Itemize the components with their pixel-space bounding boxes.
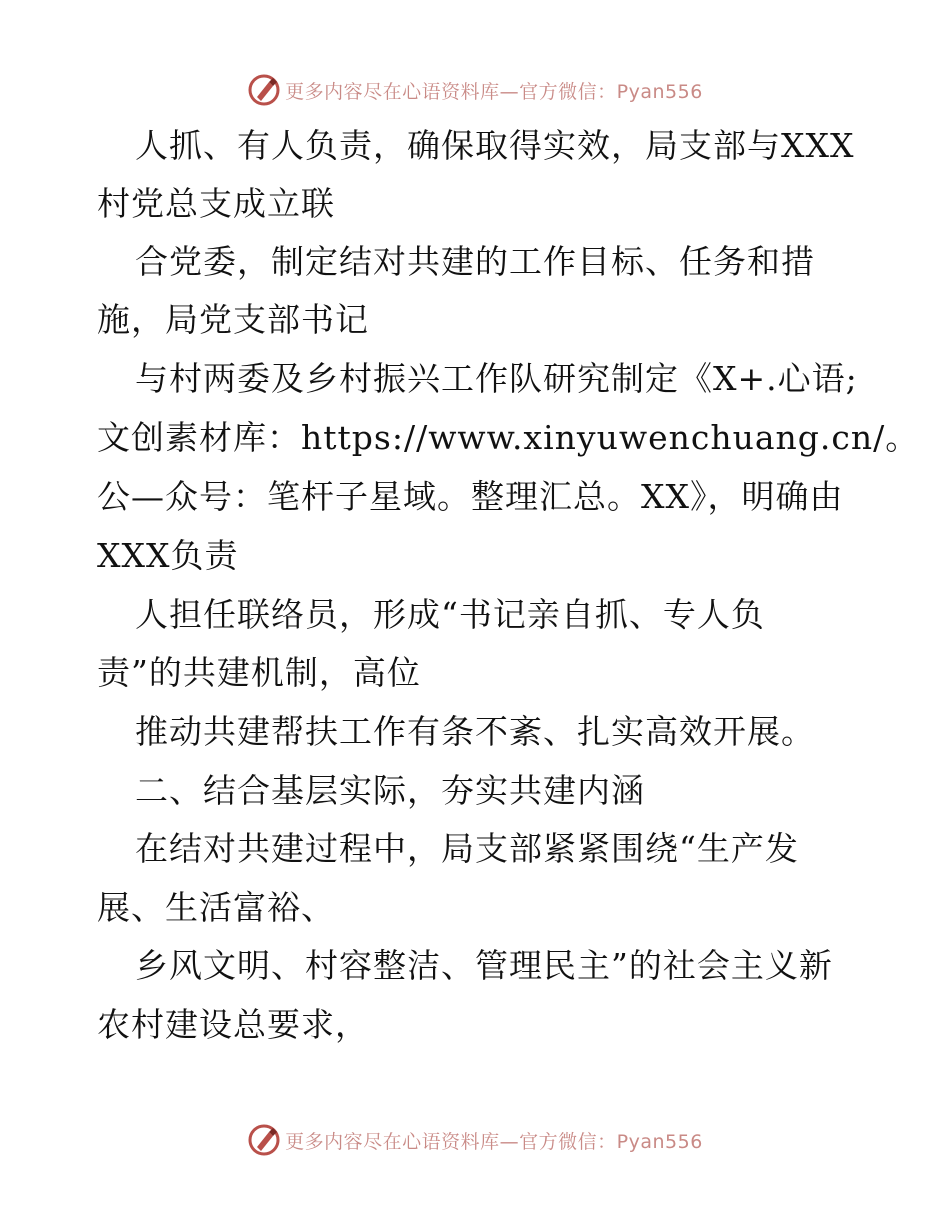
text-line: 施，局党支部书记 xyxy=(97,300,369,339)
section-heading: 二、结合基层实际，夯实共建内涵 xyxy=(135,771,645,810)
text-line: 合党委，制定结对共建的工作目标、任务和措 xyxy=(135,242,815,281)
text-line: 人担任联络员，形成“书记亲自抓、专人负 xyxy=(135,595,765,634)
text-line: 推动共建帮扶工作有条不紊、扎实高效开展。 xyxy=(135,712,815,751)
text-line: XXX负责 xyxy=(97,536,239,575)
text-line: 乡风文明、村容整洁、管理民主”的社会主义新 xyxy=(135,946,833,985)
pen-nib-logo-icon xyxy=(247,73,281,107)
text-line: 公—众号：笔杆子星域。整理汇总。XX》，明确由 xyxy=(97,477,844,516)
text-line: 人抓、有人负责，确保取得实效，局支部与XXX xyxy=(135,126,855,165)
footer-watermark xyxy=(0,1120,950,1160)
text-line: 文创素材库：https://www.xinyuwenchuang.cn/。 xyxy=(97,418,920,457)
text-line: 展、生活富裕、 xyxy=(97,888,335,927)
text-line: 在结对共建过程中，局支部紧紧围绕“生产发 xyxy=(135,829,799,868)
pen-nib-logo-icon xyxy=(247,1123,281,1157)
text-line: 村党总支成立联 xyxy=(97,184,335,223)
watermark-text: 更多内容尽在心语资料库—官方微信：Pyan556 xyxy=(285,80,703,103)
watermark-text: 更多内容尽在心语资料库—官方微信：Pyan556 xyxy=(285,1130,703,1153)
text-line: 责”的共建机制，高位 xyxy=(97,653,421,692)
header-watermark xyxy=(0,70,950,110)
text-line: 农村建设总要求， xyxy=(97,1005,369,1044)
text-line: 与村两委及乡村振兴工作队研究制定《X+.心语; xyxy=(135,359,858,398)
